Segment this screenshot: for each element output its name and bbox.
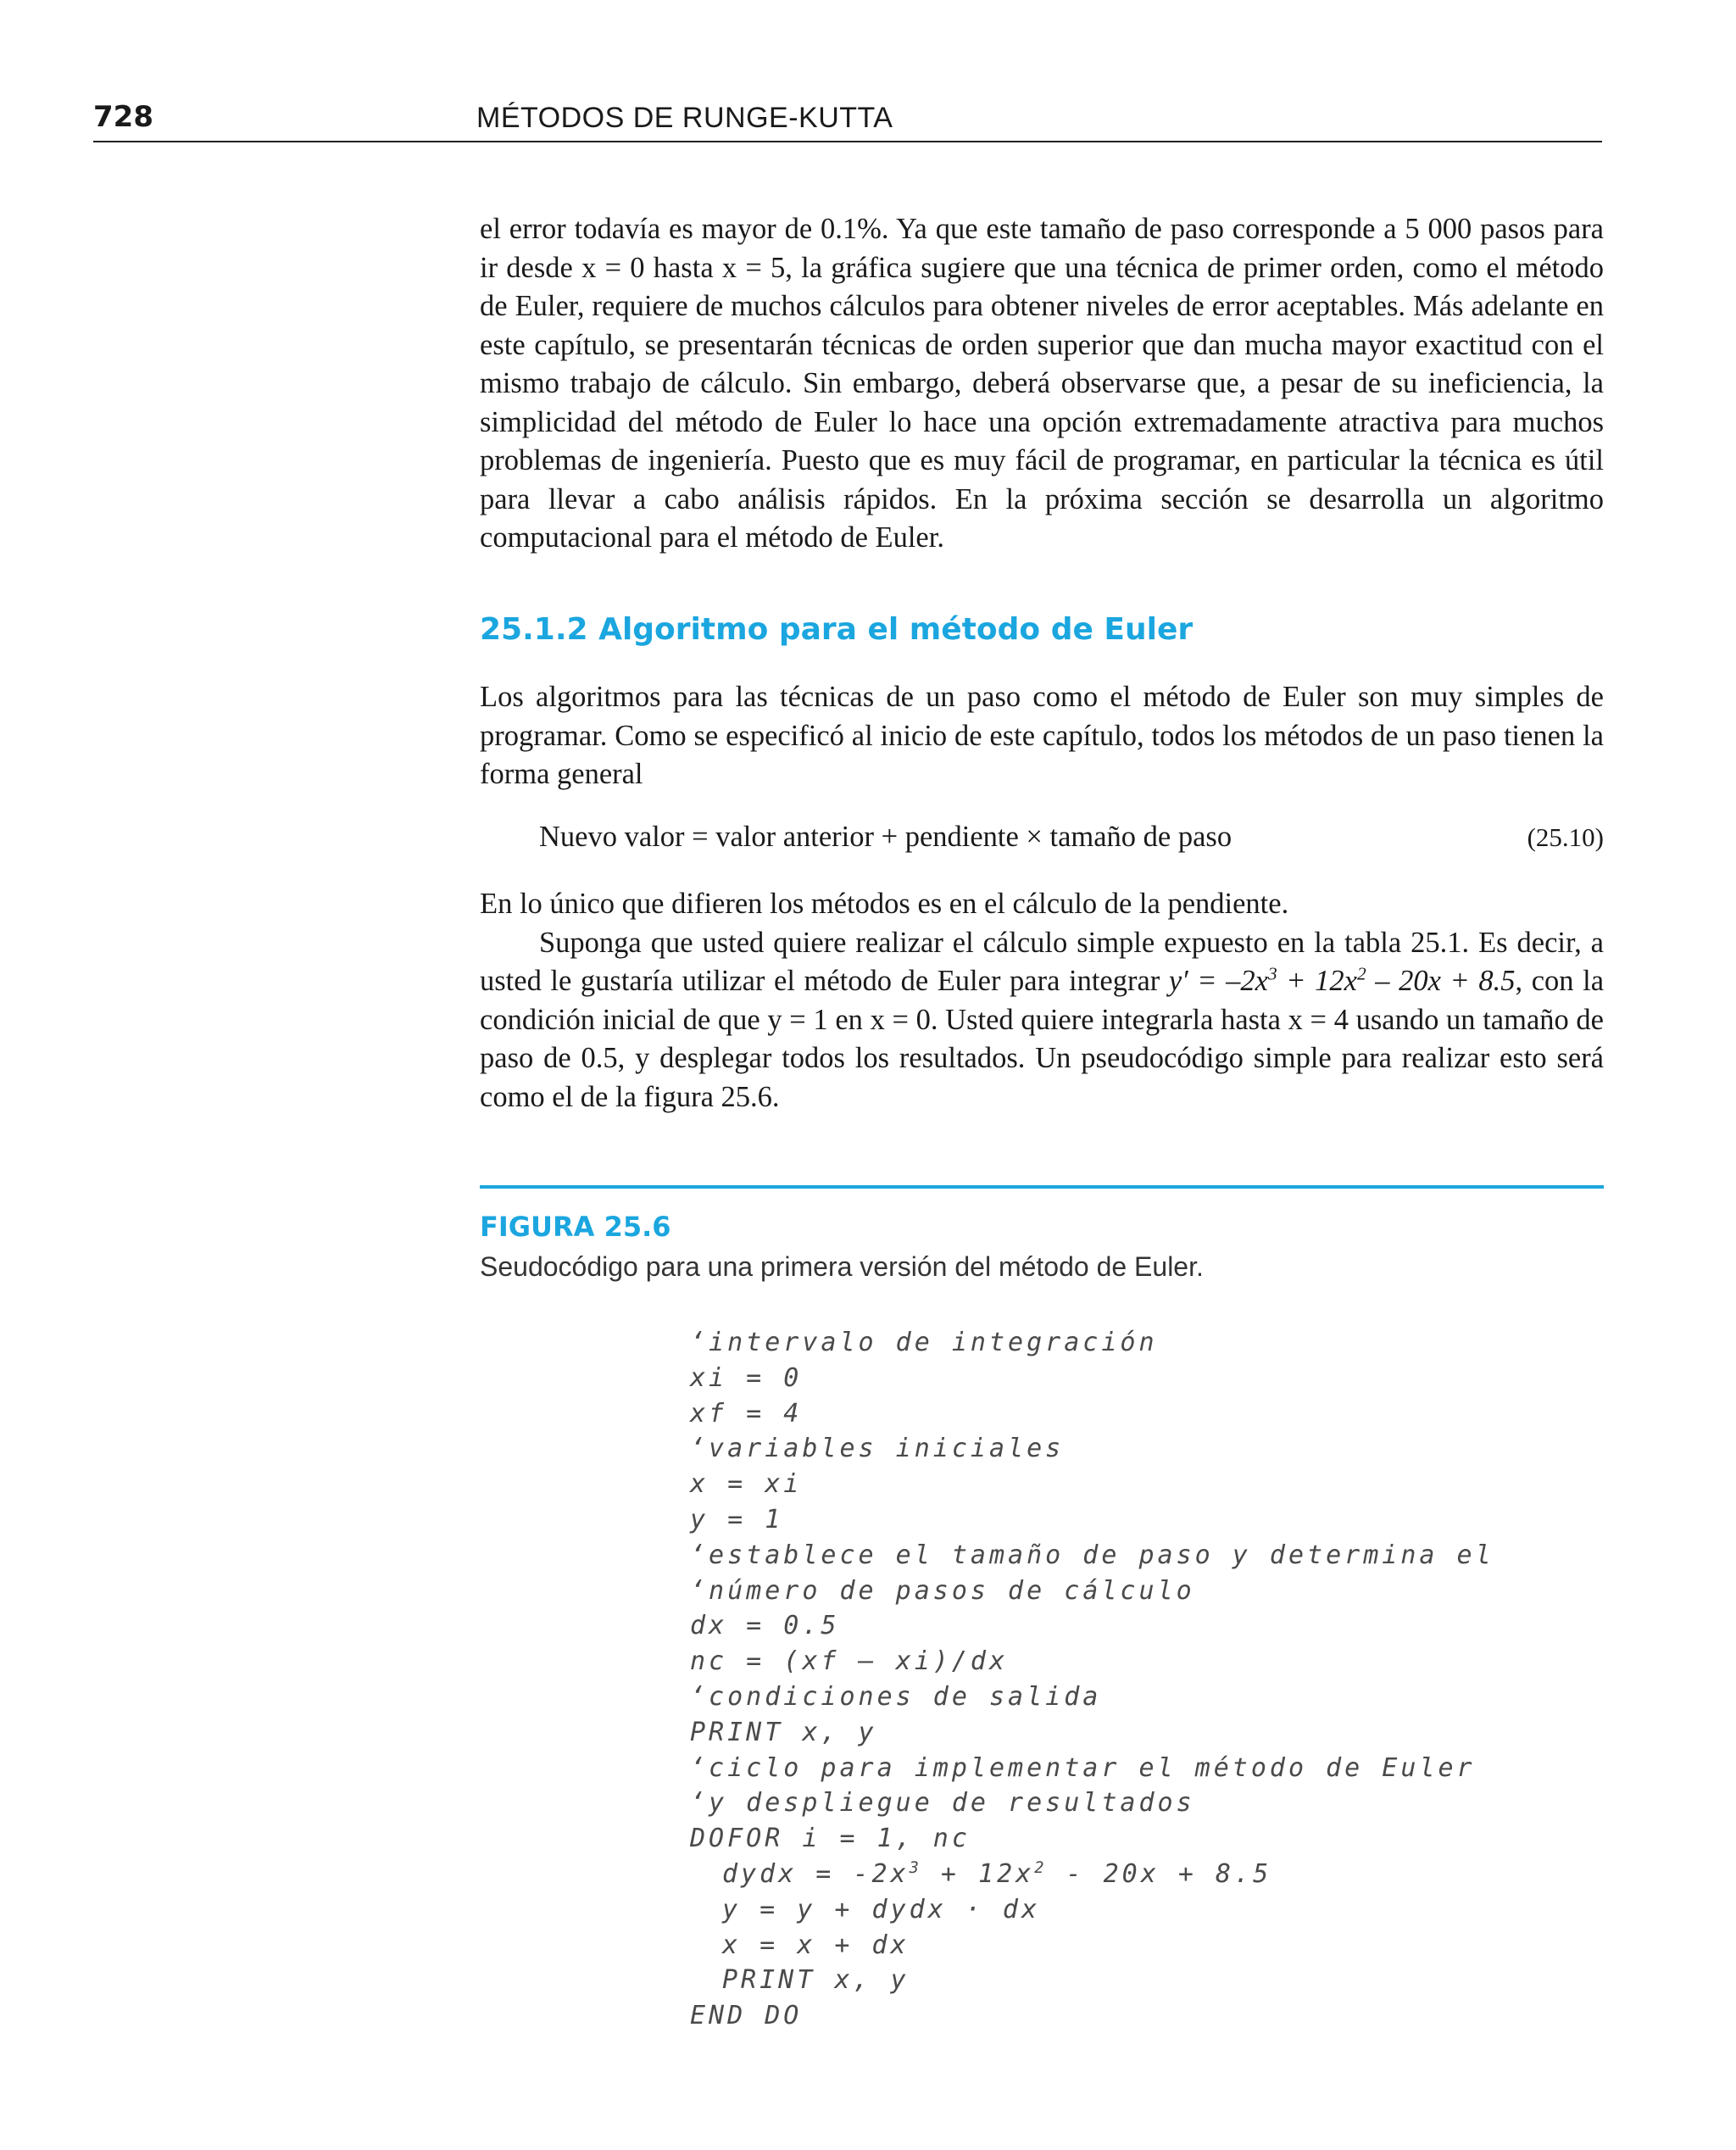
code-line: xi = 0 (690, 1362, 803, 1393)
pseudocode-block (690, 1325, 1494, 2034)
section-paragraph-1: Los algoritmos para las técnicas de un paso como el método de Euler son muy simples de programar. Como se especificó al inicio de este capítulo, todos los métodos de un paso tienen la forma general (480, 681, 1604, 790)
paragraph-3-text-a: Suponga que usted quiere realizar el cálculo simple expuesto en la tabla 25.1. Es decir, a usted le gustaría utilizar el método de Euler para integrar (480, 926, 1604, 997)
intro-paragraph: el error todavía es mayor de 0.1%. Ya que este tamaño de paso corresponde a 5 000 pasos para ir desde x = 0 hasta x = 5, la gráfica sugiere que una técnica de primer orden, como el método de Euler, requiere de muchos cálculos para obtener niveles de error aceptables. Más adelante en este capítulo, se presentarán técnicas de orden superior que dan mucha mayor exactitud con el mismo trabajo de cálculo. Sin embargo, deberá observarse que, a pesar de su ineficiencia, la simplicidad del método de Euler lo hace una opción extremadamente atractiva para muchos problemas de ingeniería. Puesto que es muy fácil de programar, en particular la técnica es útil para llevar a cabo análisis rápidos. En la próxima sección se desarrolla un algoritmo computacional para el método de Euler. (480, 213, 1604, 554)
section-body-2 (480, 885, 1604, 1117)
code-line: DOFOR i = 1, nc (690, 1824, 971, 1854)
code-dydx-exp1: 3 (909, 1858, 922, 1877)
code-line: ‘y despliegue de resultados (690, 1788, 1195, 1819)
code-line: ‘establece el tamaño de paso y determina el (690, 1540, 1494, 1570)
inline-eq-exp1: 3 (1268, 963, 1277, 984)
code-dydx-b: + 12x (921, 1858, 1035, 1889)
code-line: ‘intervalo de integración (690, 1328, 1158, 1357)
code-line: ‘ciclo para implementar el método de Euler (690, 1752, 1476, 1783)
section-title: 25.1.2 Algoritmo para el método de Euler (480, 612, 1194, 647)
figure-caption: Seudocódigo para una primera versión del método de Euler. (480, 1251, 1204, 1282)
code-line: PRINT x, y (690, 1717, 877, 1747)
code-line-dydx (690, 1857, 1494, 1892)
code-line: ‘variables iniciales (690, 1434, 1065, 1464)
equation-number: (25.10) (1527, 822, 1604, 852)
section-body (480, 678, 1604, 794)
intro-text (480, 210, 1604, 558)
code-line: nc = (xf – xi)/dx (690, 1646, 1009, 1677)
code-line: x = x + dx (722, 1930, 910, 1960)
code-line: ‘condiciones de salida (690, 1681, 1102, 1712)
code-line: xf = 4 (690, 1398, 803, 1429)
code-dydx-a: dydx = -2x (722, 1858, 910, 1889)
section-paragraph-3 (480, 924, 1604, 1117)
code-line: dx = 0.5 (690, 1611, 840, 1641)
code-dydx-exp2: 2 (1034, 1858, 1048, 1877)
inline-eq-b: + 12x (1277, 965, 1357, 997)
figure-label: FIGURA 25.6 (480, 1211, 671, 1243)
code-line: PRINT x, y (722, 1965, 910, 1996)
section-paragraph-2: En lo único que difieren los métodos es en el cálculo de la pendiente. (480, 888, 1289, 920)
paragraph-3-text-b: , con la condición inicial de que y = 1 en x = 0. Usted quiere integrarla hasta x = 4 usando un tamaño de paso de 0.5, y desplegar todos los resultados. Un pseudocódigo simple para realizar esto será como el de la figura 25.6. (480, 965, 1605, 1113)
code-dydx-c: - 20x + 8.5 (1047, 1858, 1272, 1889)
code-line: y = y + dydx · dx (722, 1894, 1041, 1924)
code-line: y = 1 (690, 1504, 784, 1535)
code-line: END DO (690, 2001, 803, 2031)
page-header (93, 97, 1602, 142)
inline-eq-c: – 20x + 8.5 (1366, 965, 1516, 997)
inline-eq-a: y′ = –2x (1168, 965, 1268, 997)
equation-text: Nuevo valor = valor anterior + pendiente × tamaño de paso (539, 821, 1232, 853)
running-head: MÉTODOS DE RUNGE-KUTTA (476, 102, 893, 134)
code-line: ‘número de pasos de cálculo (690, 1575, 1195, 1606)
inline-eq-exp2: 2 (1356, 963, 1366, 984)
page-number: 728 (93, 100, 153, 134)
equation-25-10 (539, 821, 1604, 854)
code-line: x = xi (690, 1469, 803, 1500)
figure-rule (480, 1185, 1604, 1189)
